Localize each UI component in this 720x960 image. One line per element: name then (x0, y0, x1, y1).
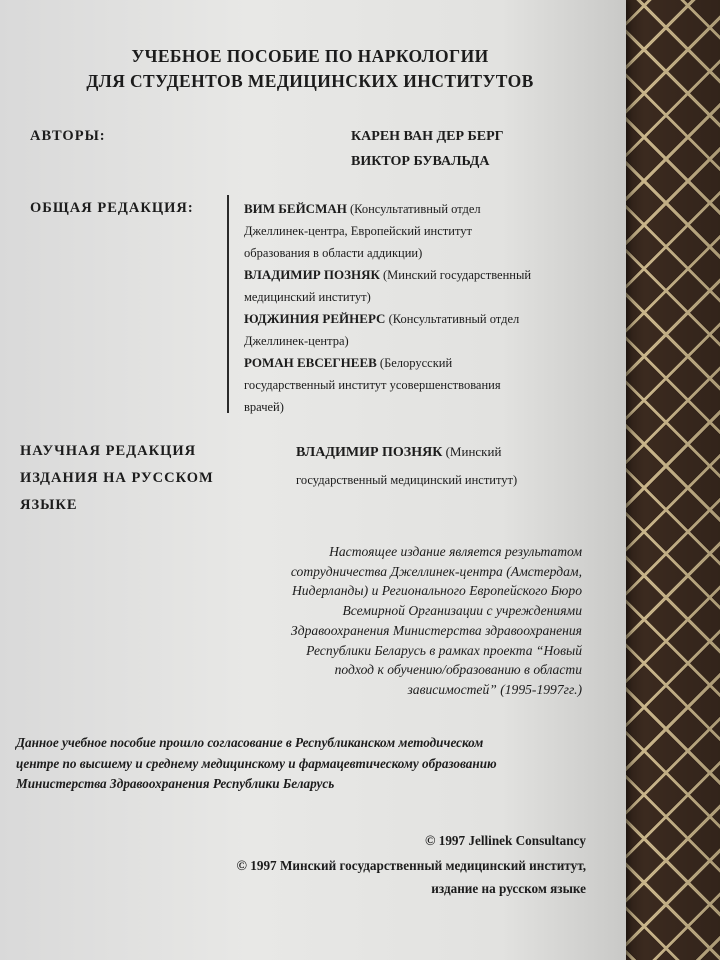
fabric-background (612, 0, 720, 960)
note-line: Настоящее издание является результатом (329, 544, 582, 559)
copyright-jellinek: © 1997 Jellinek Consultancy (424, 833, 586, 849)
copyright-symbol: © (236, 859, 247, 874)
note-line: сотрудничества Джеллинек-центра (Амстердам, (290, 563, 582, 579)
note-line: Всемирной Организации с учреждениями (342, 603, 582, 619)
general-editing-list (244, 198, 594, 418)
copyright-symbol: © (424, 834, 436, 849)
editor-line: ВИМ БЕЙСМАН (Консультативный отдел (244, 201, 481, 216)
scientific-editing-label: ЯЗЫКЕ (20, 497, 78, 513)
editor-line: ЮДЖИНИЯ РЕЙНЕРС (Консультативный отдел (244, 311, 520, 326)
authors-label: АВТОРЫ: (30, 128, 106, 144)
general-editing-label: ОБЩАЯ РЕДАКЦИЯ: (30, 200, 194, 216)
editor-line: Джеллинек-центра) (244, 334, 349, 348)
editor-line: врачей) (244, 400, 284, 414)
editor-line: РОМАН ЕВСЕГНЕЕВ (Белорусский (244, 355, 453, 370)
approval-line: Министерства Здравоохранения Республики Беларусь (16, 776, 335, 791)
scientific-editing-label: НАУЧНАЯ РЕДАКЦИЯ (20, 443, 197, 459)
approval-line: Данное учебное пособие прошло согласование в Республиканском методическом (16, 735, 484, 750)
scientific-editor (296, 444, 501, 461)
note-line: Нидерланды) и Регионального Европейского Бюро (291, 583, 582, 599)
note-line: Республики Беларусь в рамках проекта “Новый (306, 642, 582, 658)
scientific-editor-name: ВЛАДИМИР ПОЗНЯК (296, 445, 443, 460)
title-line-2: ДЛЯ СТУДЕНТОВ МЕДИЦИНСКИХ ИНСТИТУТОВ (86, 71, 534, 91)
scientific-editor-affiliation: (Минский (442, 444, 502, 459)
editor-line: медицинский институт) (244, 290, 371, 304)
cooperation-note (222, 542, 582, 700)
divider-line (227, 195, 229, 413)
editor-line: государственный институт усовершенствования (244, 378, 501, 392)
note-line: подход к обучению/образованию в области (334, 662, 582, 678)
scientific-editor-affiliation: государственный медицинский институт) (296, 473, 518, 487)
approval-note (16, 733, 596, 795)
editor-line: ВЛАДИМИР ПОЗНЯК (Минский государственный (244, 267, 532, 282)
author-name: ВИКТОР БУВАЛЬДА (351, 154, 490, 169)
scientific-editing-label: ИЗДАНИЯ НА РУССКОМ (20, 470, 214, 486)
editor-line: образования в области аддикции) (244, 246, 423, 260)
approval-line: центре по высшему и среднему медицинскому и фармацевтическому образованию (16, 755, 497, 771)
editor-line: Джеллинек-центра, Европейский институт (244, 224, 472, 238)
copyright-edition: издание на русском языке (431, 881, 586, 896)
note-line: Здравоохранения Министерства здравоохранения (290, 622, 582, 638)
author-name: КАРЕН ВАН ДЕР БЕРГ (351, 129, 504, 144)
title-line-1: УЧЕБНОЕ ПОСОБИЕ ПО НАРКОЛОГИИ (131, 46, 489, 66)
note-line: зависимостей” (1995-1997гг.) (407, 681, 582, 697)
copyright-minsk: © 1997 Минский государственный медицинский институт, (236, 858, 586, 874)
